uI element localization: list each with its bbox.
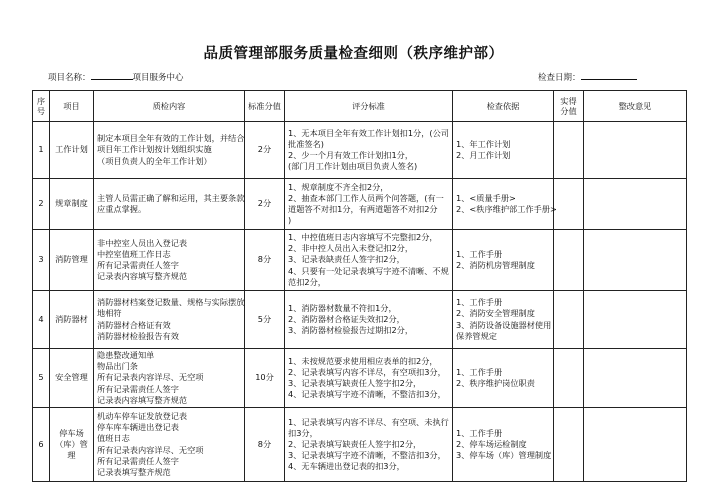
actual-score-cell xyxy=(554,230,584,291)
content-cell-line: 主管人员需正确了解和运用，其主要条款 xyxy=(97,192,245,203)
content-cell-line: 制定本项目全年有效的工作计划，并结合 xyxy=(97,133,245,144)
project-blank-line xyxy=(91,70,133,80)
content-cell-line: 所有记录需责任人签字 xyxy=(97,260,179,270)
actual-score-cell xyxy=(554,291,584,349)
basis-cell-line: 2、消防机房管理制度 xyxy=(456,260,535,270)
criteria-cell-line: 3、记录表填写缺责任人签字扣2分， xyxy=(288,378,422,388)
content-cell-line: 应重点掌握。 xyxy=(97,204,147,214)
item-cell: 规章制度 xyxy=(50,179,94,230)
project-label: 项目名称： xyxy=(48,73,91,83)
rectify-cell xyxy=(584,349,687,408)
actual-score-cell xyxy=(554,179,584,230)
criteria-cell-line: 3、记录表缺责任人签字扣2分， xyxy=(288,254,405,265)
score-cell: 8分 xyxy=(245,230,285,291)
table-row xyxy=(33,179,687,230)
content-cell-line: 隐患整改通知单 xyxy=(97,350,155,360)
criteria-cell-line: 1、无本项目全年有效工作计划扣1分，(公司 xyxy=(288,127,449,138)
content-cell-line: 记录表填写整齐规范 xyxy=(97,466,171,477)
content-cell xyxy=(94,349,245,408)
header-row xyxy=(33,91,687,122)
basis-cell-line: 1、年工作计划 xyxy=(456,138,511,149)
basis-cell-line: 保养管规定 xyxy=(456,330,497,341)
content-cell-line: 非中控室人员出入登记表 xyxy=(97,237,188,248)
content-cell-line: 消防器材检验报告有效 xyxy=(97,330,179,341)
content-cell-line: 物品出门条 xyxy=(97,361,138,372)
table-row xyxy=(33,230,687,291)
basis-cell-line: 2、<秩序维护部工作手册> xyxy=(456,204,557,214)
content-cell-line: 项目年工作计划按计划组织实施 xyxy=(97,144,212,155)
rectify-cell xyxy=(584,122,687,179)
content-cell xyxy=(94,179,245,230)
criteria-cell-line: 2、记录表填写缺责任人签字扣2分， xyxy=(288,438,422,449)
criteria-cell-line: ) xyxy=(288,215,292,226)
actual-score-cell xyxy=(554,122,584,179)
item-cell: 消防管理 xyxy=(50,230,94,291)
basis-cell-line: 3、停车场（库）管理制度 xyxy=(456,450,552,461)
basis-cell xyxy=(453,230,554,291)
criteria-cell-line: 4、无车辆进出登记表的扣3分， xyxy=(288,461,405,472)
criteria-cell-line: 1、未按规范要求使用相应表单的扣2分， xyxy=(288,355,438,366)
content-cell xyxy=(94,408,245,482)
criteria-cell xyxy=(285,408,453,482)
content-cell-line: 所有记录表内容详尽、无空项 xyxy=(97,372,204,383)
check-date-field xyxy=(538,70,637,83)
criteria-cell xyxy=(285,122,453,179)
seq-cell: 3 xyxy=(33,230,50,291)
table-row xyxy=(33,349,687,408)
seq-cell: 5 xyxy=(33,349,50,408)
content-cell-line: 所有记录需责任人签字 xyxy=(97,455,179,466)
seq-cell: 2 xyxy=(33,179,50,230)
seq-cell: 6 xyxy=(33,408,50,482)
content-cell-line: 记录表内容填写整齐规范 xyxy=(97,271,188,282)
criteria-cell xyxy=(285,291,453,349)
basis-cell-line: 2、停车场运检制度 xyxy=(456,438,527,449)
header-seq: 序号 xyxy=(33,91,50,122)
content-cell-line: 中控室值班工作日志 xyxy=(97,248,171,259)
criteria-cell-line: 1、消防器材数量不符扣1分， xyxy=(288,302,397,313)
basis-cell-line: 2、消防安全管理制度 xyxy=(456,308,535,319)
date-blank-line xyxy=(581,70,637,80)
score-cell: 5分 xyxy=(245,291,285,349)
criteria-cell-line: 1、规章制度不齐全扣2分， xyxy=(288,181,389,192)
basis-cell-line: 3、消防设备设施器材使用 xyxy=(456,319,552,330)
rectify-cell xyxy=(584,230,687,291)
rectify-cell xyxy=(584,408,687,482)
criteria-cell xyxy=(285,349,453,408)
basis-cell-line: 2、秩序维护岗位职责 xyxy=(456,378,535,388)
header-basis: 检查依据 xyxy=(453,91,554,122)
criteria-cell-line: 1、记录表填写内容不详尽、有空项、未执行 xyxy=(288,416,449,427)
header-actual-score: 实得分值 xyxy=(554,91,584,122)
basis-cell xyxy=(453,122,554,179)
content-cell xyxy=(94,122,245,179)
criteria-cell-line: 扣3分， xyxy=(288,427,318,438)
basis-cell-line: 1、工作手册 xyxy=(456,366,503,377)
criteria-cell-line: 2、抽查本部门工作人员两个问答题，(有一 xyxy=(288,192,444,203)
criteria-cell-line: 4、只要有一处记录表填写字迹不清晰、不规 xyxy=(288,265,449,276)
criteria-cell-line: 1、中控值班日志内容填写不完整扣2分， xyxy=(288,231,438,242)
inspection-table xyxy=(32,90,687,482)
item-cell: 停车场（库）管理 xyxy=(50,408,94,482)
criteria-cell-line: 2、消防器材合格证失效扣2分， xyxy=(288,313,405,324)
score-cell: 2分 xyxy=(245,179,285,230)
content-cell-line: 消防器材合格证有效 xyxy=(97,319,171,330)
criteria-cell-line: 道题答不对扣1分，有两道题答不对扣2分 xyxy=(288,204,438,214)
content-cell-line: （项目负责人的全年工作计划） xyxy=(97,155,212,166)
content-cell xyxy=(94,291,245,349)
table-row xyxy=(33,122,687,179)
content-cell-line: 值班日志 xyxy=(97,433,130,444)
item-cell: 安全管理 xyxy=(50,349,94,408)
table-row xyxy=(33,408,687,482)
basis-cell xyxy=(453,179,557,230)
basis-cell-line: 2、月工作计划 xyxy=(456,150,511,160)
content-cell-line: 消防器材档案登记数量、规格与实际摆放 xyxy=(97,297,245,308)
basis-cell xyxy=(453,408,554,482)
content-cell xyxy=(94,230,245,291)
basis-cell-line: 1、工作手册 xyxy=(456,248,503,259)
score-cell: 10分 xyxy=(245,349,285,408)
basis-cell-line: 1、工作手册 xyxy=(456,297,503,308)
project-name-field xyxy=(48,70,184,83)
criteria-cell-line: 2、非中控人员出入未登记扣2分， xyxy=(288,243,414,254)
date-label: 检查日期： xyxy=(538,73,581,83)
seq-cell: 4 xyxy=(33,291,50,349)
basis-cell xyxy=(453,349,554,408)
document-title: 品质管理部服务质量检查细则（秩序维护部） xyxy=(203,46,504,62)
content-cell-line: 所有记录表内容详尽、无空项 xyxy=(97,444,204,455)
criteria-cell-line: 批准签名) xyxy=(288,138,324,149)
seq-cell: 1 xyxy=(33,122,50,179)
header-rectify: 整改意见 xyxy=(584,91,687,122)
criteria-cell xyxy=(285,179,453,230)
criteria-cell-line: 3、消防器材检验报告过期扣2分， xyxy=(288,325,414,336)
content-cell-line: 地相符 xyxy=(97,308,122,319)
content-cell-line: 机动车停车证发放登记表 xyxy=(97,410,188,421)
basis-cell xyxy=(453,291,554,349)
content-cell-line: 记录表内容填写整齐规范 xyxy=(97,394,188,405)
actual-score-cell xyxy=(554,349,584,408)
item-cell: 工作计划 xyxy=(50,122,94,179)
project-value: 项目服务中心 xyxy=(132,73,184,83)
header-item: 项目 xyxy=(50,91,94,122)
criteria-cell-line: (部门月工作计划由项目负责人签名) xyxy=(288,161,418,172)
rectify-cell xyxy=(584,291,687,349)
criteria-cell-line: 范扣2分， xyxy=(288,276,326,287)
criteria-cell-line: 3、记录表填写字迹不清晰，不整洁扣3分， xyxy=(288,450,446,461)
actual-score-cell xyxy=(554,408,584,482)
rectify-cell xyxy=(584,179,687,230)
criteria-cell xyxy=(285,230,453,291)
criteria-cell-line: 2、记录表填写内容不详尽，有空项扣3分， xyxy=(288,366,446,377)
item-cell: 消防器材 xyxy=(50,291,94,349)
basis-cell-line: 1、工作手册 xyxy=(456,427,503,438)
basis-cell-line: 1、<质量手册> xyxy=(456,192,516,203)
criteria-cell-line: 4、记录表填写字迹不清晰，不整洁扣3分， xyxy=(288,389,446,400)
header-content: 质检内容 xyxy=(94,91,245,122)
criteria-cell-line: 2、少一个月有效工作计划扣1分， xyxy=(288,150,414,160)
content-cell-line: 停车库车辆进出登记表 xyxy=(97,422,179,433)
score-cell: 8分 xyxy=(245,408,285,482)
header-std-score: 标准分值 xyxy=(245,91,285,122)
table-row xyxy=(33,291,687,349)
content-cell-line: 所有记录需责任人签字 xyxy=(97,383,179,394)
score-cell: 2分 xyxy=(245,122,285,179)
header-criteria: 评分标准 xyxy=(285,91,453,122)
